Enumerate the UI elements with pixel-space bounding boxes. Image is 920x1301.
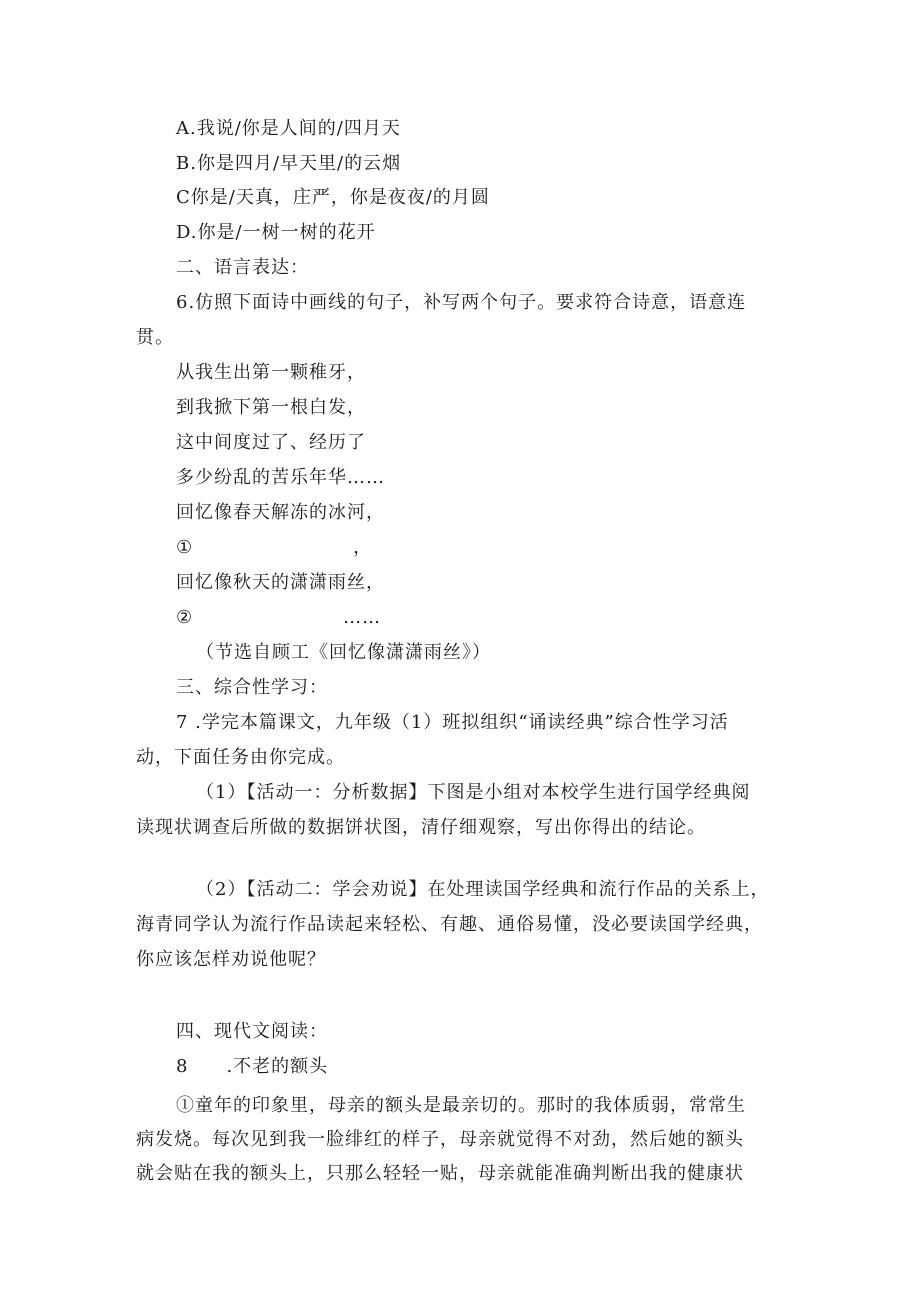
question-7-text-cont: 动，下面任务由你完成。 [136,747,345,768]
blank-2-end: …… [343,607,382,628]
activity-1-text-cont: 读现状调查后所做的数据饼状图，清仔细观察，写出你得出的结论。 [136,817,706,838]
section-heading-language: 二、语言表达： [176,257,309,278]
option-b: B.你是四月/早天里/的云烟 [176,153,402,174]
paragraph-1-line-2: 病发烧。每次见到我一脸绯红的样子，母亲就觉得不对劲，然后她的额头 [136,1129,744,1150]
question-8-title [176,1056,328,1078]
poem-line-7: 回忆像秋天的潇潇雨丝， [176,572,385,593]
option-d: D.你是/一树一树的花开 [176,222,376,243]
poem-source: （节选自顾工《回忆像潇潇雨丝》） [196,642,491,663]
activity-2-text-cont: 海青同学认为流行作品读起来轻松、有趣、通俗易懂，没必要读国学经典， [136,914,763,935]
question-8-number: 8 [176,1056,189,1077]
blank-2-marker: ② [176,607,194,628]
poem-line-4: 多少纷乱的苦乐年华…… [176,467,385,488]
activity-2-text-cont-2: 你应该怎样劝说他呢？ [136,949,326,970]
blank-1-marker: ① [176,537,194,558]
poem-line-2: 到我掀下第一根白发， [176,397,366,418]
question-6-text-cont: 贯。 [136,327,174,348]
poem-line-1: 从我生出第一颗稚牙， [176,362,366,383]
activity-1-text: （1）【活动一：分析数据】下图是小组对本校学生进行国学经典阅 [196,782,751,803]
answer-blank-1[interactable] [176,537,372,559]
poem-line-5: 回忆像春天解冻的冰河， [176,502,385,523]
poem-line-3: 这中间度过了、经历了 [176,432,366,453]
option-a: A.我说/你是人间的/四月天 [176,118,401,139]
question-6-text: 6.仿照下面诗中画线的句子，补写两个句子。要求符合诗意，语意连 [176,292,747,313]
option-c: C你是/天真，庄严，你是夜夜/的月圆 [176,187,490,208]
answer-blank-2[interactable] [176,607,381,629]
blank-1-end: ， [353,537,373,558]
activity-2-text: （2）【活动二：学会劝说】在处理读国学经典和流行作品的关系上， [196,879,770,900]
article-title: .不老的额头 [226,1056,329,1077]
paragraph-1-line-1: ①童年的印象里，母亲的额头是最亲切的。那时的我体质弱，常常生 [176,1095,746,1116]
section-heading-comprehensive: 三、综合性学习： [176,677,328,698]
question-7-text: 7 .学完本篇课文，九年级（1）班拟组织“诵读经典”综合性学习活 [176,712,729,733]
section-heading-reading: 四、现代文阅读： [176,1021,328,1042]
paragraph-1-line-3: 就会贴在我的额头上，只那么轻轻一贴，母亲就能准确判断出我的健康状 [136,1163,744,1184]
